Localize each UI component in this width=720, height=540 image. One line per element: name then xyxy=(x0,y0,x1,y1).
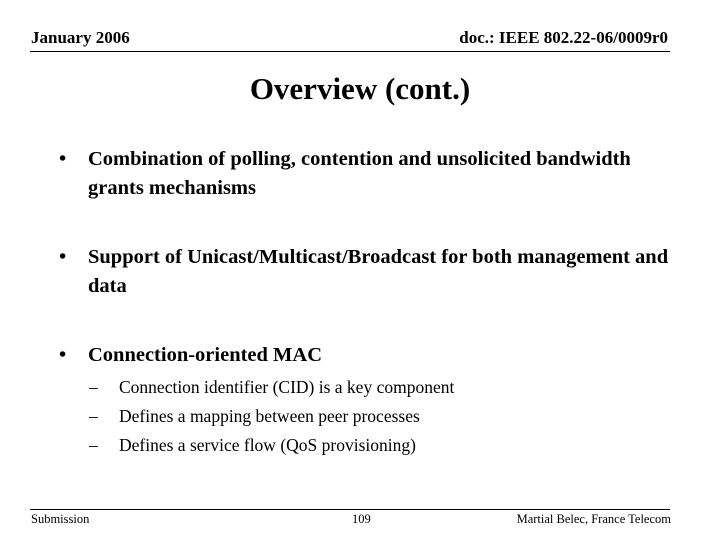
bullet-marker: • xyxy=(59,344,67,366)
bullet-list xyxy=(59,145,679,460)
footer-author: Martial Belec, France Telecom xyxy=(516,512,671,526)
bullet-text: Support of Unicast/Multicast/Broadcast for both management and data xyxy=(88,246,669,297)
bullet-item xyxy=(59,243,679,301)
bullet-item xyxy=(59,341,679,370)
sub-bullet-item xyxy=(88,431,679,460)
footer-submission: Submission xyxy=(31,512,90,526)
sub-bullet-text: Defines a service flow (QoS provisioning) xyxy=(119,435,416,455)
sub-bullet-marker: – xyxy=(89,406,98,426)
bullet-item xyxy=(59,145,679,203)
footer-divider xyxy=(30,509,670,510)
header-divider xyxy=(30,51,670,52)
header-doc-id: doc.: IEEE 802.22-06/0009r0 xyxy=(459,28,668,47)
bullet-text: Combination of polling, contention and unsolicited bandwidth grants mechanisms xyxy=(88,148,631,199)
sub-bullet-marker: – xyxy=(89,435,98,455)
bullet-marker: • xyxy=(59,246,67,268)
slide-title: Overview (cont.) xyxy=(249,71,471,106)
sub-bullet-text: Connection identifier (CID) is a key component xyxy=(119,377,455,397)
sub-bullet-item xyxy=(88,373,679,402)
sub-bullet-item xyxy=(88,402,679,431)
sub-bullet-marker: – xyxy=(89,377,98,397)
sub-bullet-list xyxy=(88,373,679,460)
bullet-marker: • xyxy=(59,148,67,170)
header-date: January 2006 xyxy=(31,28,130,47)
footer-page-number: 109 xyxy=(352,512,371,526)
sub-bullet-text: Defines a mapping between peer processes xyxy=(119,406,420,426)
bullet-text: Connection-oriented MAC xyxy=(88,344,323,366)
